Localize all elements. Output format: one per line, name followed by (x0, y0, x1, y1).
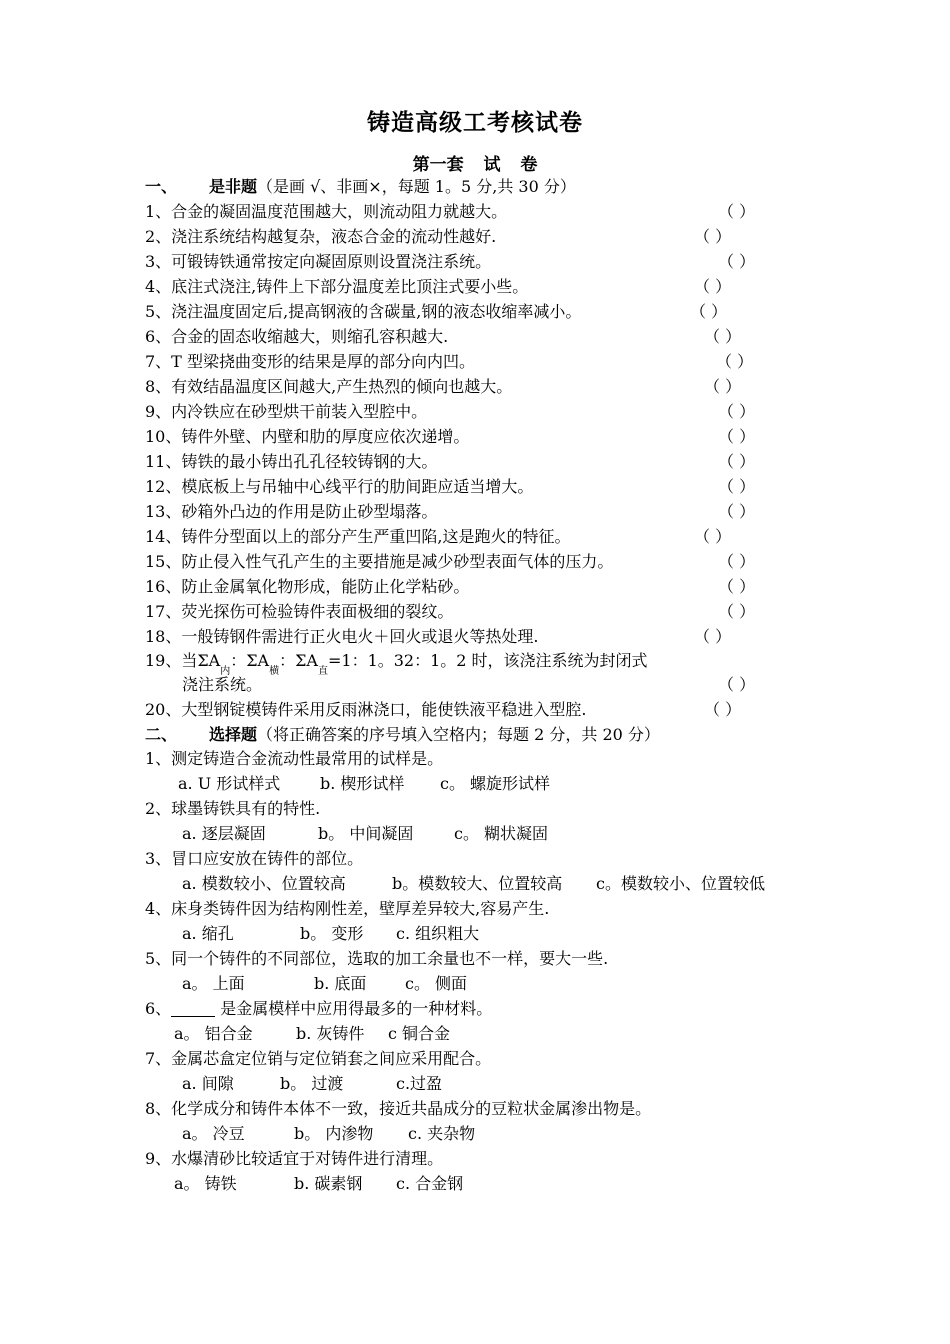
choice-option: c。 侧面 (405, 974, 468, 993)
true-false-question: 14、铸件分型面以上的部分产生严重凹陷,这是跑火的特征。 (145, 527, 571, 546)
choice-option: a。 铸铁 (174, 1174, 237, 1193)
choice-option: b。 内渗物 (294, 1124, 374, 1143)
choice-option: b. 楔形试样 (320, 774, 405, 793)
answer-paren: （ ） (718, 675, 756, 694)
section1-title: 是非题 (209, 177, 258, 196)
choice-option: a. 模数较小、位置较高 (182, 874, 346, 893)
choice-option: c。 螺旋形试样 (440, 774, 551, 793)
answer-paren: （ ） (690, 302, 728, 321)
true-false-question: 8、有效结晶温度区间越大,产生热烈的倾向也越大。 (145, 377, 513, 396)
section2-title: 选择题 (209, 725, 258, 744)
answer-paren: （ ） (718, 577, 756, 596)
true-false-question: 15、防止侵入性气孔产生的主要措施是减少砂型表面气体的压力。 (145, 552, 614, 571)
question-20: 20、大型钢锭模铸件采用反雨淋浇口，能使铁液平稳进入型腔. (145, 700, 587, 719)
fill-blank (171, 1000, 215, 1017)
true-false-question: 18、一般铸钢件需进行正火电火＋回火或退火等热处理. (145, 627, 539, 646)
answer-paren: （ ） (718, 202, 756, 221)
answer-paren: （ ） (718, 502, 756, 521)
choice-question: 3、冒口应安放在铸件的部位。 (145, 849, 364, 868)
choice-option: b. 灰铸件 (296, 1024, 365, 1043)
choice-option: b。 变形 (300, 924, 364, 943)
section1-number: 一、 (145, 177, 178, 196)
answer-paren: （ ） (694, 527, 732, 546)
true-false-question: 7、T 型梁挠曲变形的结果是厚的部分向内凹。 (145, 352, 475, 371)
choice-option: b。模数较大、位置较高 (392, 874, 563, 893)
choice-option: b。 过渡 (280, 1074, 344, 1093)
section2-note: （将正确答案的序号填入空格内；每题 2 分，共 20 分） (257, 725, 660, 744)
choice-option: a。 铝合金 (174, 1024, 253, 1043)
choice-option: c. 夹杂物 (408, 1124, 476, 1143)
choice-question: 9、水爆清砂比较适宜于对铸件进行清理。 (145, 1149, 444, 1168)
choice-option: a. 间隙 (182, 1074, 234, 1093)
choice-option: a。 上面 (182, 974, 245, 993)
answer-paren: （ ） (694, 627, 732, 646)
true-false-question: 3、可锻铸铁通常按定向凝固原则设置浇注系统。 (145, 252, 492, 271)
choice-option: a. 逐层凝固 (182, 824, 266, 843)
choice-question: 4、床身类铸件因为结构刚性差，壁厚差异较大,容易产生. (145, 899, 550, 918)
answer-paren: （ ） (694, 227, 732, 246)
choice-option: b. 碳素钢 (294, 1174, 363, 1193)
choice-option: c 铜合金 (388, 1024, 451, 1043)
question-19-line2: 浇注系统。 (182, 675, 263, 694)
answer-paren: （ ） (704, 377, 742, 396)
section2-header (145, 725, 660, 745)
choice-option: c。 糊状凝固 (454, 824, 549, 843)
choice-question: 2、球墨铸铁具有的特性. (145, 799, 321, 818)
page-subtitle: 第一套 试 卷 (412, 155, 538, 175)
true-false-question: 11、铸铁的最小铸出孔孔径较铸钢的大。 (145, 452, 438, 471)
choice-option: b。 中间凝固 (318, 824, 414, 843)
answer-paren: （ ） (718, 252, 756, 271)
answer-paren: （ ） (704, 327, 742, 346)
true-false-question: 5、浇注温度固定后,提高钢液的含碳量,钢的液态收缩率减小。 (145, 302, 582, 321)
answer-paren: （ ） (718, 427, 756, 446)
choice-option: c.过盈 (396, 1074, 443, 1093)
section1-header (145, 177, 576, 197)
true-false-question: 16、防止金属氧化物形成，能防止化学粘砂。 (145, 577, 470, 596)
true-false-question: 17、荧光探伤可检验铸件表面极细的裂纹。 (145, 602, 454, 621)
section2-number: 二、 (145, 725, 178, 744)
choice-option: a。 冷豆 (182, 1124, 245, 1143)
answer-paren: （ ） (718, 402, 756, 421)
choice-question: 1、测定铸造合金流动性最常用的试样是。 (145, 749, 444, 768)
true-false-question: 13、砂箱外凸边的作用是防止砂型塌落。 (145, 502, 438, 521)
choice-question: 5、同一个铸件的不同部位，选取的加工余量也不一样，要大一些. (145, 949, 609, 968)
choice-option: c。模数较小、位置较低 (596, 874, 765, 893)
answer-paren: （ ） (694, 277, 732, 296)
true-false-question: 4、底注式浇注,铸件上下部分温度差比顶注式要小些。 (145, 277, 529, 296)
choice-option: a. 缩孔 (182, 924, 234, 943)
choice-question: 7、金属芯盒定位销与定位销套之间应采用配合。 (145, 1049, 492, 1068)
choice-question: 6、 是金属模样中应用得最多的一种材料。 (145, 999, 493, 1018)
answer-paren: （ ） (718, 477, 756, 496)
answer-paren: （ ） (718, 552, 756, 571)
true-false-question: 1、合金的凝固温度范围越大，则流动阻力就越大。 (145, 202, 508, 221)
page-title: 铸造高级工考核试卷 (367, 109, 583, 136)
answer-paren: （ ） (718, 602, 756, 621)
section1-note: （是画 √、非画×，每题 1。5 分,共 30 分） (257, 177, 576, 196)
answer-paren: （ ） (718, 452, 756, 471)
answer-paren: （ ） (704, 700, 742, 719)
question-19: 19、当$\Sigma A_内$：$\Sigma A_横$：$\Sigma A_直=1$：1。32：1。2 时，该浇注系统为封闭式 (145, 651, 648, 677)
true-false-question: 12、模底板上与吊轴中心线平行的肋间距应适当增大。 (145, 477, 534, 496)
choice-option: a. U 形试样式 (178, 774, 281, 793)
choice-option: c. 合金钢 (396, 1174, 464, 1193)
true-false-question: 6、合金的固态收缩越大，则缩孔容积越大. (145, 327, 449, 346)
choice-option: c. 组织粗大 (396, 924, 480, 943)
true-false-question: 10、铸件外壁、内壁和肋的厚度应依次递增。 (145, 427, 470, 446)
true-false-question: 9、内冷铁应在砂型烘干前装入型腔中。 (145, 402, 428, 421)
true-false-question: 2、浇注系统结构越复杂，液态合金的流动性越好. (145, 227, 497, 246)
answer-paren: （ ） (716, 352, 754, 371)
choice-question: 8、化学成分和铸件本体不一致，接近共晶成分的豆粒状金属渗出物是。 (145, 1099, 652, 1118)
choice-option: b. 底面 (314, 974, 367, 993)
